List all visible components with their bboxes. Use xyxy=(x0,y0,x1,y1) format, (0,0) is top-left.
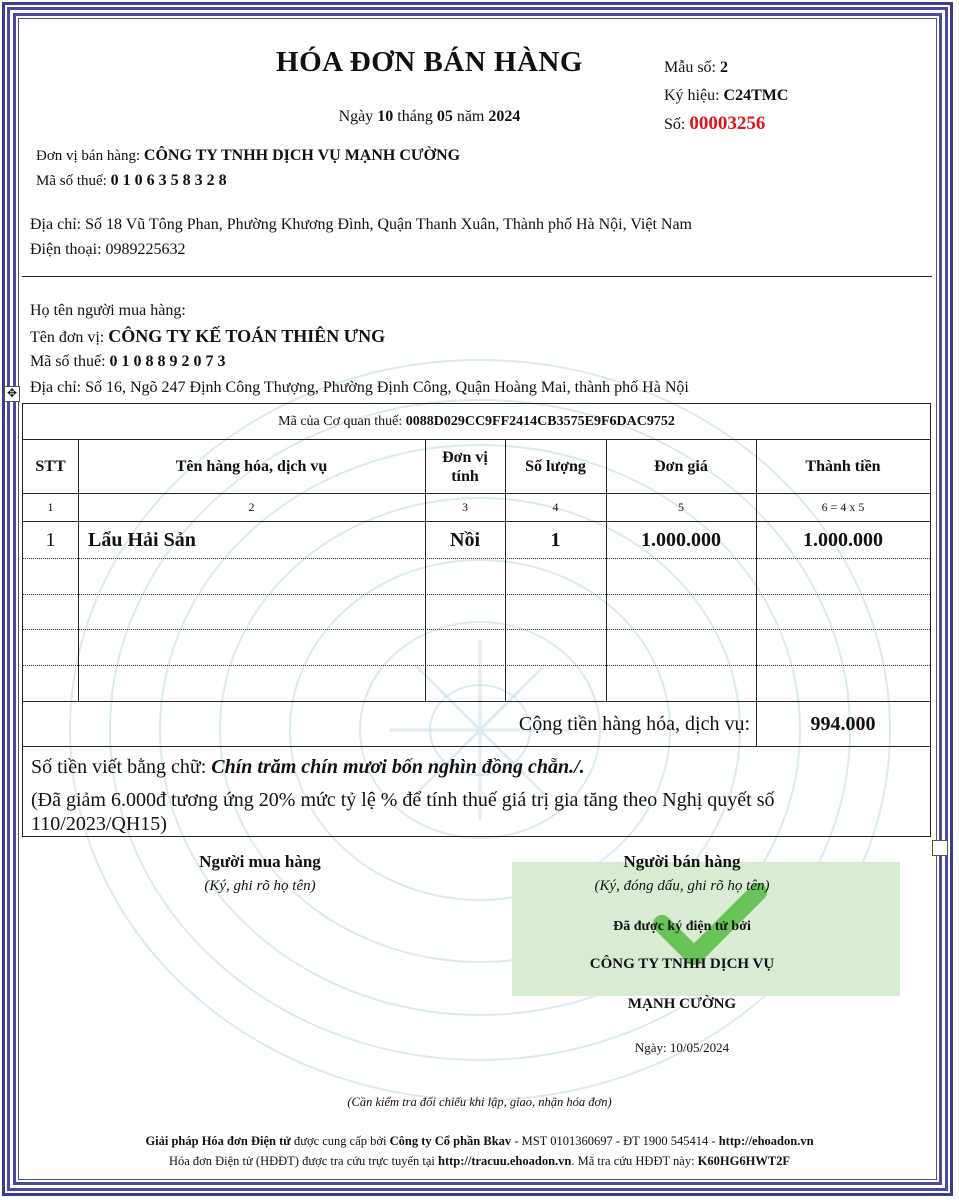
discount-note: (Đã giảm 6.000đ tương ứng 20% mức tỷ lệ % để tính thuế giá trị gia tăng theo Nghị quyết số 110/2023/QH15) xyxy=(31,789,775,835)
signed-by-label: Đã được ký điện tử bởi xyxy=(613,919,751,934)
row-item-name: Lẩu Hải Sản xyxy=(88,528,196,551)
buyer-tax-code: Mã số thuế: 0 1 0 8 8 9 2 0 7 3 xyxy=(30,353,226,370)
section-divider xyxy=(22,276,932,277)
seller-address: Địa chỉ: Số 18 Vũ Tông Phan, Phường Khương Đình, Quận Thanh Xuân, Thành phố Hà Nội, Việt Nam xyxy=(30,216,692,233)
invoice-date: Ngày 10 tháng 05 năm 2024 xyxy=(338,108,521,125)
row-unit: Nồi xyxy=(450,528,480,551)
invoice-number: Số: 00003256 xyxy=(664,113,766,134)
header-quantity: Số lượng xyxy=(525,458,586,475)
buyer-address: Địa chỉ: Số 16, Ngõ 247 Định Công Thượng, Phường Định Công, Quận Hoàng Mai, thành phố Hà Nội xyxy=(30,379,689,396)
row-quantity: 1 xyxy=(550,528,561,551)
signer-name-line2: MẠNH CƯỜNG xyxy=(627,996,737,1012)
buyer-unit: Tên đơn vị: CÔNG TY KẾ TOÁN THIÊN ƯNG xyxy=(30,326,386,346)
move-handle-icon[interactable]: ✥ xyxy=(4,386,20,402)
buyer-signature-hint: (Ký, ghi rõ họ tên) xyxy=(204,878,316,894)
items-table xyxy=(22,403,931,837)
buyer-name: Họ tên người mua hàng: xyxy=(30,302,186,319)
row-amount: 1.000.000 xyxy=(803,528,883,551)
row-stt: 1 xyxy=(45,528,56,551)
amount-in-words: Số tiền viết bằng chữ: Chín trăm chín mươi bốn nghìn đồng chẵn./. xyxy=(31,756,585,778)
seller-signature-hint: (Ký, đóng dấu, ghi rõ họ tên) xyxy=(594,878,770,894)
header-unit: Đơn vị tính xyxy=(442,449,488,485)
seller-unit: Đơn vị bán hàng: CÔNG TY TNHH DỊCH VỤ MẠNH CƯỜNG xyxy=(36,147,461,164)
index-cell: 3 xyxy=(462,500,468,514)
check-note: (Cần kiểm tra đối chiếu khi lập, giao, nhận hóa đơn) xyxy=(347,1095,612,1109)
header-unit-price: Đơn giá xyxy=(654,458,708,475)
signer-name-line1: CÔNG TY TNHH DỊCH VỤ xyxy=(589,956,775,972)
seller-tax-code: Mã số thuế: 0 1 0 6 3 5 8 3 2 8 xyxy=(36,172,227,189)
form-number: Mẫu số: 2 xyxy=(664,59,728,76)
provider-info: Giải pháp Hóa đơn Điện tử được cung cấp bởi Công ty Cổ phần Bkav - MST 0101360697 - ĐT 1900 545414 - http://ehoadon.vn xyxy=(145,1134,814,1148)
subtotal-label: Cộng tiền hàng hóa, dịch vụ: xyxy=(518,712,750,735)
index-cell: 4 xyxy=(552,500,559,514)
index-cell: 5 xyxy=(678,500,684,514)
tax-authority-code: Mã của Cơ quan thuế: 0088D029CC9FF2414CB3575E9F6DAC9752 xyxy=(278,413,675,429)
resize-handle[interactable] xyxy=(932,840,948,856)
provider-site-link[interactable]: http://ehoadon.vn xyxy=(718,1134,814,1148)
header-stt: STT xyxy=(35,458,66,475)
subtotal-value: 994.000 xyxy=(810,712,876,735)
header-item-name: Tên hàng hóa, dịch vụ xyxy=(175,458,328,475)
index-cell: 2 xyxy=(248,500,255,514)
seller-signature-title: Người bán hàng xyxy=(623,852,741,871)
sign-date: Ngày: 10/05/2024 xyxy=(634,1040,730,1055)
lookup-site-link[interactable]: http://tracuu.ehoadon.vn xyxy=(438,1154,572,1168)
seller-phone: Điện thoại: 0989225632 xyxy=(30,241,186,258)
header-amount: Thành tiền xyxy=(805,458,881,475)
buyer-signature-title: Người mua hàng xyxy=(199,852,321,871)
lookup-info: Hóa đơn Điện tử (HĐĐT) được tra cứu trực tuyến tại http://tracuu.ehoadon.vn. Mã tra cứu HĐĐT này: K60HG6HWT2F xyxy=(168,1154,791,1168)
invoice-title: HÓA ĐƠN BÁN HÀNG xyxy=(276,46,583,78)
index-cell: 6 = 4 x 5 xyxy=(821,500,865,514)
row-unit-price: 1.000.000 xyxy=(641,528,721,551)
index-cell: 1 xyxy=(47,500,54,514)
invoice-symbol: Ký hiệu: C24TMC xyxy=(664,87,789,104)
